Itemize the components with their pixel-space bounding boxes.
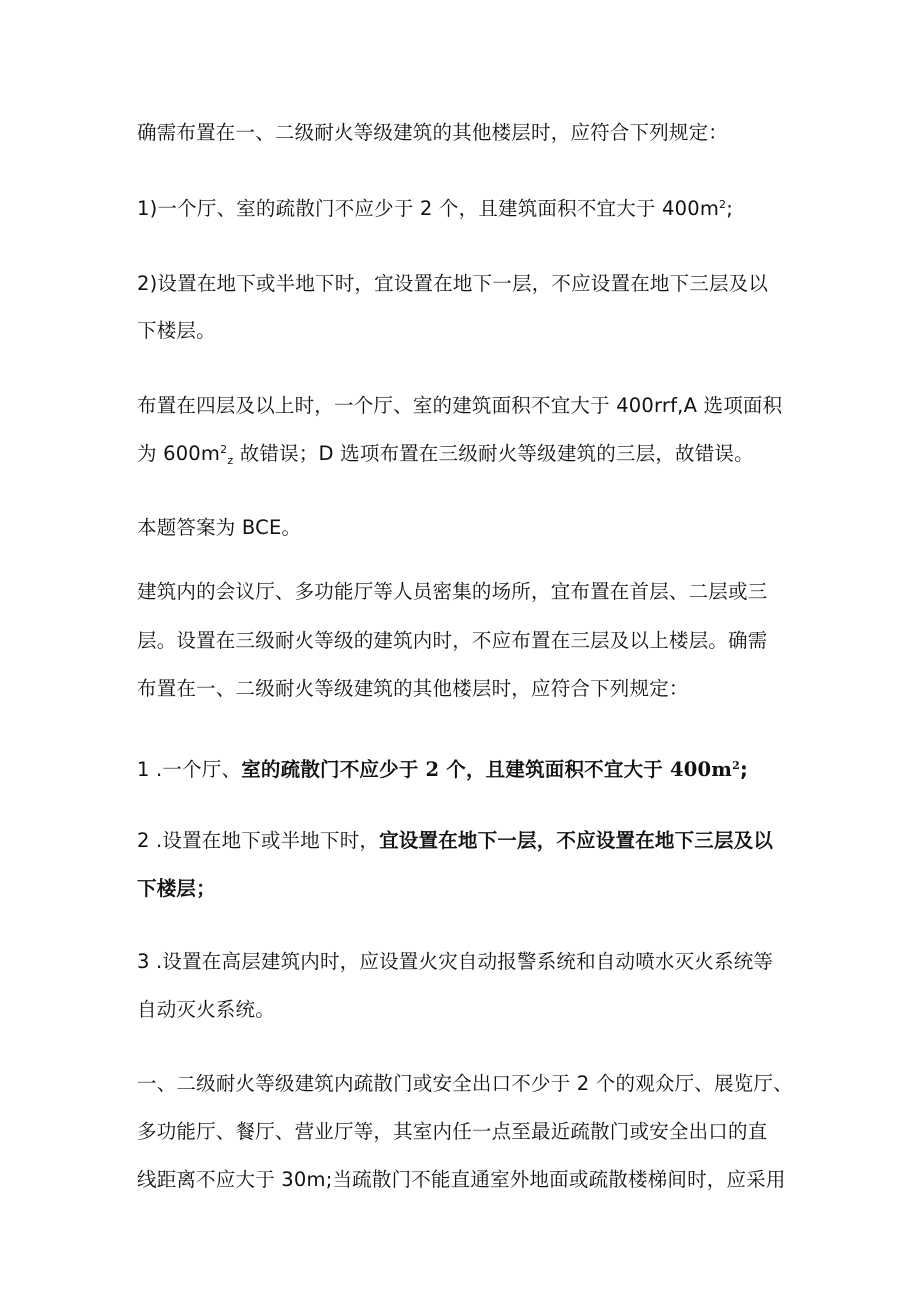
paragraph-6-text-1: 建筑内的会议厅、多功能厅等人员密集的场所，宜布置在首层、二层或三	[137, 580, 768, 603]
list-item-3-text-2: 自动灭火系统。	[137, 998, 275, 1021]
list-item-1-text-d: 个，且建筑面积不宜大于	[439, 758, 670, 781]
paragraph-7-text-3: 线距离不应大于 30m;当疏散门不能直通室外地面或疏散楼梯间时，应采用	[137, 1168, 786, 1191]
superscript: 2	[732, 759, 740, 772]
paragraph-4-text-2a: 为 600m	[137, 442, 221, 465]
list-item-2-text-b: 宜设置在地下一层，不应设置在地下三层及以	[379, 829, 774, 852]
paragraph-4-line-2	[137, 440, 754, 468]
paragraph-2-text: 1)一个厅、室的疏散门不应少于 2 个，且建筑面积不宜大于 400m	[137, 197, 720, 220]
list-item-2-text-2: 下楼层；	[137, 877, 216, 900]
list-item-2-number: 2 .	[137, 829, 163, 852]
list-item-1	[137, 756, 748, 784]
paragraph-3-line-2	[137, 317, 216, 345]
superscript: 2	[719, 198, 727, 211]
list-item-1-text-c: 2	[425, 758, 440, 781]
subscript: z	[227, 454, 234, 467]
list-item-2-line-1	[137, 827, 773, 855]
paragraph-7-text-2: 多功能厅、餐厅、营业厅等，其室内任一点至最近疏散门或安全出口的直	[137, 1120, 768, 1143]
paragraph-1	[137, 119, 728, 147]
list-item-1-text-f: ;	[739, 758, 748, 781]
list-item-3-line-2	[137, 996, 275, 1024]
paragraph-1-text: 确需布置在一、二级耐火等级建筑的其他楼层时，应符合下列规定：	[137, 121, 729, 144]
list-item-2-line-2	[137, 875, 216, 903]
paragraph-3-text-1: 2)设置在地下或半地下时，宜设置在地下一层，不应设置在地下三层及以	[137, 272, 769, 295]
answer-text: 本题答案为 BCE。	[137, 516, 302, 539]
paragraph-7-line-3	[137, 1166, 786, 1194]
paragraph-2-end: ;	[726, 197, 734, 220]
paragraph-6-line-2	[137, 627, 767, 655]
paragraph-6-line-1	[137, 578, 767, 606]
list-item-1-text-a: 一个厅、	[162, 758, 242, 781]
paragraph-5	[137, 514, 301, 542]
paragraph-3-line-1	[137, 270, 768, 298]
list-item-1-number: 1 .	[137, 758, 163, 781]
paragraph-4-line-1	[137, 392, 782, 420]
paragraph-7-text-1: 一、二级耐火等级建筑内疏散门或安全出口不少于 2 个的观众厅、展览厅、	[137, 1072, 793, 1095]
paragraph-2	[137, 195, 733, 223]
paragraph-6-text-2: 层。设置在三级耐火等级的建筑内时，不应布置在三层及以上楼层。确需	[137, 629, 768, 652]
paragraph-3-text-2: 下楼层。	[137, 319, 216, 342]
list-item-1-text-e: 400m	[669, 758, 733, 781]
superscript: 2	[220, 443, 228, 456]
list-item-2-text-a: 设置在地下或半地下时，	[162, 829, 380, 852]
list-item-3-line-1	[137, 948, 773, 976]
paragraph-6-line-3	[137, 675, 689, 703]
list-item-1-text-b: 室的疏散门不应少于	[241, 758, 426, 781]
paragraph-7-line-2	[137, 1118, 767, 1146]
paragraph-6-text-3: 布置在一、二级耐火等级建筑的其他楼层时，应符合下列规定：	[137, 677, 689, 700]
list-item-3-text-1: 设置在高层建筑内时，应设置火灾自动报警系统和自动喷水灭火系统等	[162, 950, 774, 973]
list-item-3-number: 3 .	[137, 950, 163, 973]
paragraph-4-text-2b: 故错误；D 选项布置在三级耐火等级建筑的三层，故错误。	[233, 442, 754, 465]
paragraph-7-line-1	[137, 1070, 793, 1098]
paragraph-4-text-1: 布置在四层及以上时，一个厅、室的建筑面积不宜大于 400rrf,A 选项面积	[137, 394, 783, 417]
